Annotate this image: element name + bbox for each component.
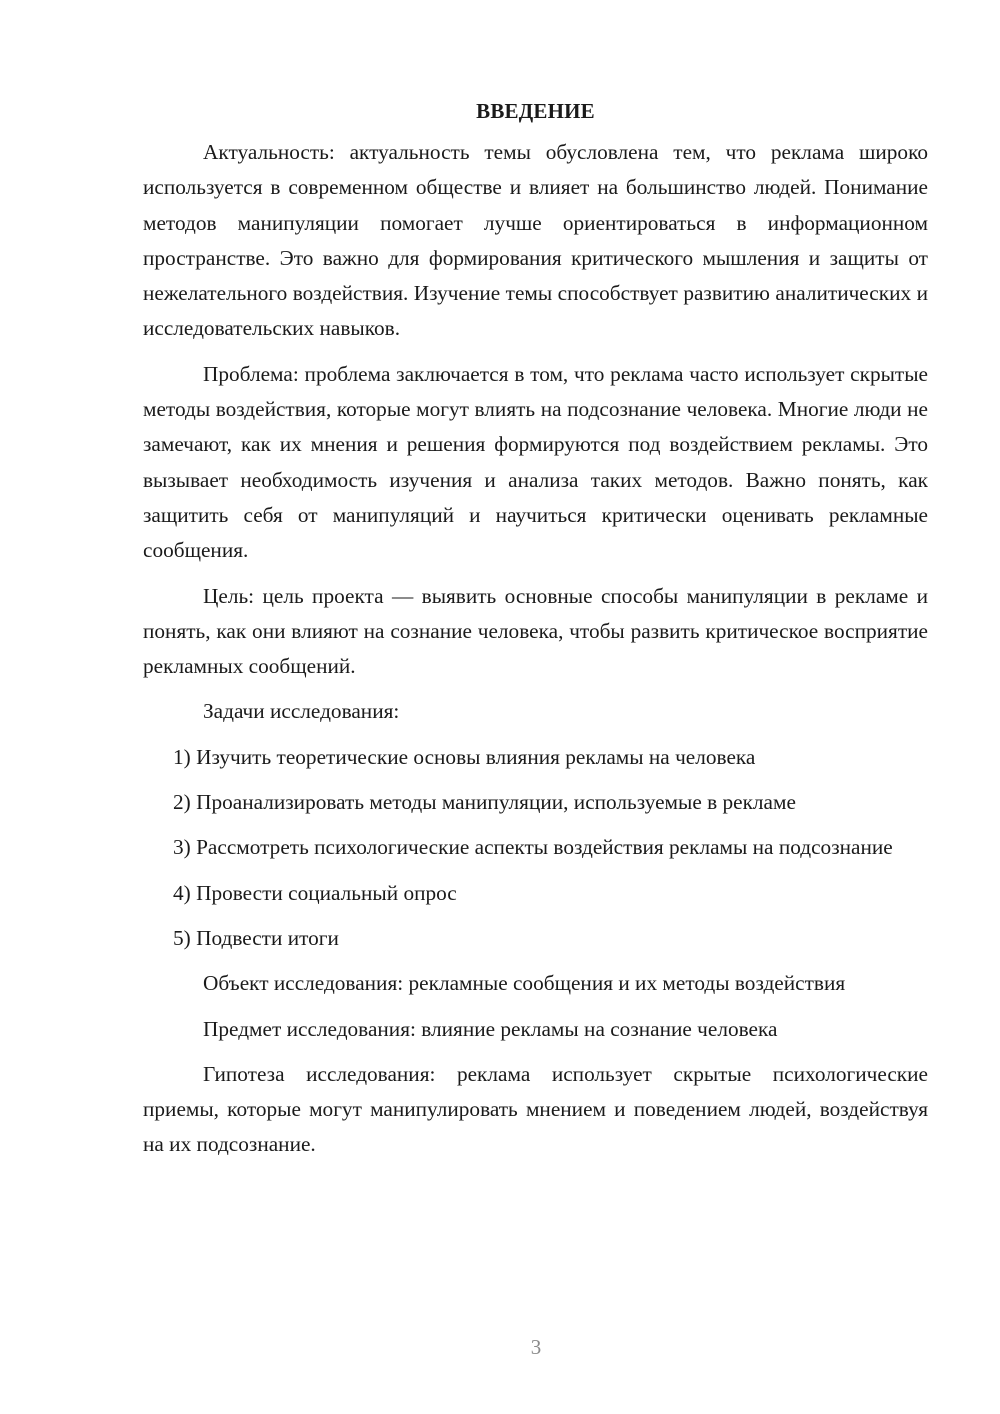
page-title: ВВЕДЕНИЕ	[476, 99, 595, 123]
task-item: 5) Подвести итоги	[173, 925, 339, 950]
page-content	[143, 96, 928, 1173]
paragraph-subject: Предмет исследования: влияние рекламы на сознание человека	[203, 1016, 778, 1041]
paragraph-hypothesis: Гипотеза исследования: реклама использует скрытые психологические приемы, которые могут манипулировать мнением и поведением людей, воздействуя на их подсознание.	[143, 1061, 928, 1157]
page-number: 3	[530, 1335, 542, 1359]
paragraph-problem: Проблема: проблема заключается в том, что реклама часто использует скрытые методы воздействия, которые могут влиять на подсознание человека. Многие люди не замечают, как их мнения и решения формируются под воздействием рекламы. Это вызывает необходимость изучения и анализа таких методов. Важно понять, как защитить себя от манипуляций и научиться критически оценивать рекламные сообщения.	[143, 361, 928, 563]
paragraph-relevance: Актуальность: актуальность темы обусловлена тем, что реклама широко используется в современном обществе и влияет на большинство людей. Понимание методов манипуляции помогает лучше ориентироваться в информационном пространстве. Это важно для формирования критического мышления и защиты от нежелательного воздействия. Изучение темы способствует развитию аналитических и исследовательских навыков.	[143, 140, 928, 341]
task-item: 1) Изучить теоретические основы влияния рекламы на человека	[173, 744, 756, 769]
task-item: 2) Проанализировать методы манипуляции, используемые в рекламе	[173, 790, 796, 815]
task-item: 4) Провести социальный опрос	[173, 880, 457, 905]
paragraph-goal: Цель: цель проекта — выявить основные способы манипуляции в рекламе и понять, как они влияют на сознание человека, чтобы развить критическое восприятие рекламных сообщений.	[143, 583, 928, 679]
paragraph-object: Объект исследования: рекламные сообщения и их методы воздействия	[203, 971, 846, 996]
task-item: 3) Рассмотреть психологические аспекты воздействия рекламы на подсознание	[173, 835, 893, 860]
tasks-heading: Задачи исследования:	[203, 699, 400, 724]
